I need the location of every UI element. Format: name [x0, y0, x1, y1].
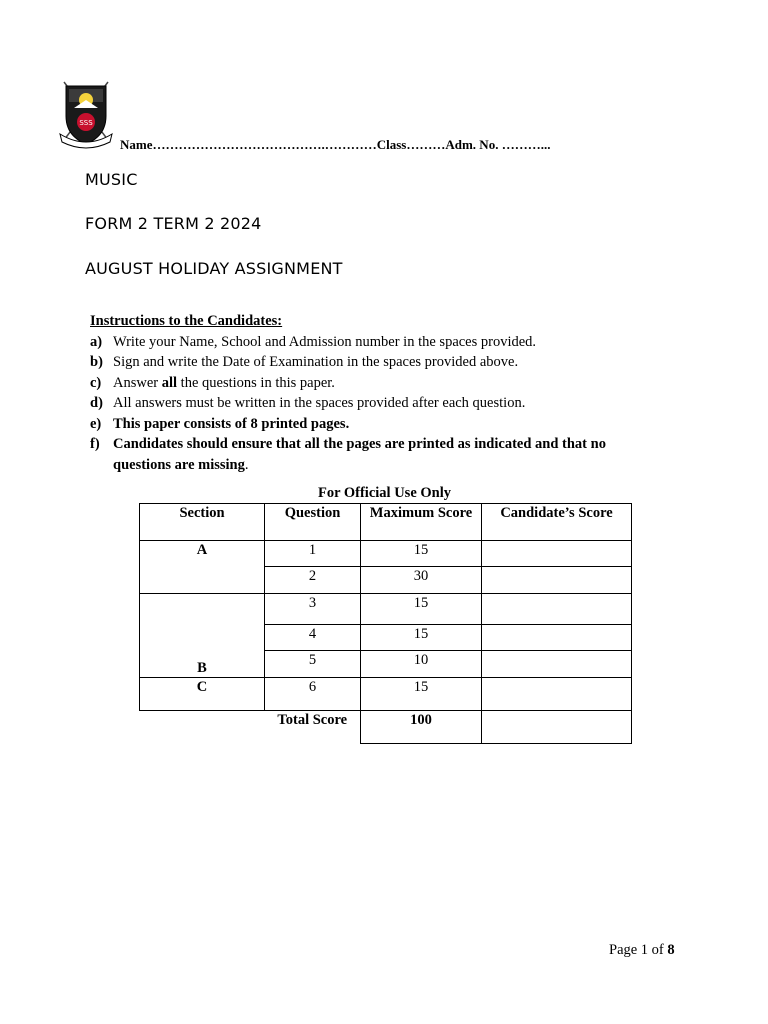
candidate-score-cell[interactable]: [482, 651, 632, 678]
max-score-cell: 15: [361, 678, 482, 711]
logo-text: SSS: [79, 119, 93, 127]
student-details-line: Name………………………………….…………Class………Adm. No. ………...: [120, 137, 551, 152]
instruction-item: [90, 332, 630, 353]
header-section: Section: [140, 504, 265, 541]
instruction-text: This paper consists of 8 printed pages.: [113, 415, 350, 432]
total-row: [140, 711, 632, 744]
instruction-text: Sign and write the Date of Examination in the spaces provided above.: [113, 354, 519, 370]
section-cell: B: [140, 594, 265, 678]
max-score-cell: 10: [361, 651, 482, 678]
instruction-letter: a): [90, 333, 103, 350]
section-cell: C: [140, 678, 265, 711]
instruction-letter: b): [90, 354, 103, 370]
instruction-text-post: .: [244, 456, 249, 473]
instruction-text: [113, 373, 630, 394]
instruction-letter: f): [90, 436, 100, 452]
blank-cell: [140, 711, 265, 744]
max-score-cell: 15: [361, 625, 482, 651]
question-cell: 2: [265, 567, 361, 594]
page-prefix: Page 1 of: [609, 942, 668, 958]
question-cell: 5: [265, 651, 361, 678]
section-cell: A: [140, 541, 265, 594]
instruction-letter: e): [90, 415, 102, 432]
form-term-heading: FORM 2 TERM 2 2024: [85, 214, 262, 233]
instruction-letter: c): [90, 374, 102, 391]
header-question: Question: [265, 504, 361, 541]
table-header-row: [140, 504, 632, 541]
total-label: Total Score: [265, 711, 361, 744]
instruction-text: [113, 434, 630, 475]
instruction-item: [90, 373, 630, 394]
official-use-title: For Official Use Only: [317, 485, 452, 501]
table-row: [140, 594, 632, 625]
instruction-text-post: the questions in this paper.: [177, 374, 335, 391]
question-cell: 1: [265, 541, 361, 567]
header-candidate-score: Candidate’s Score: [482, 504, 632, 541]
header-maximum-score: Maximum Score: [361, 504, 482, 541]
instruction-text-emphasis: all: [161, 374, 178, 391]
instruction-text-emphasis: Candidates should ensure that all the pages are printed as indicated and that no questions are missing: [113, 436, 606, 473]
table-row: [140, 541, 632, 567]
max-score-cell: 30: [361, 567, 482, 594]
table-row: [140, 678, 632, 711]
candidate-score-cell[interactable]: [482, 625, 632, 651]
candidate-total-cell[interactable]: [482, 711, 632, 744]
instruction-text-pre: Answer: [113, 374, 162, 391]
instructions-title: Instructions to the Candidates:: [90, 313, 283, 329]
candidate-score-cell[interactable]: [482, 594, 632, 625]
official-score-table: [139, 503, 632, 744]
instruction-text: All answers must be written in the spaces provided after each question.: [113, 395, 526, 411]
question-cell: 3: [265, 594, 361, 625]
instruction-letter: d): [90, 395, 103, 411]
instruction-item: [90, 434, 630, 475]
instruction-item: [90, 414, 630, 435]
candidate-score-cell[interactable]: [482, 678, 632, 711]
question-cell: 4: [265, 625, 361, 651]
page-number: [609, 942, 675, 959]
max-score-cell: 15: [361, 541, 482, 567]
instructions-block: [90, 311, 630, 475]
instruction-item: [90, 393, 630, 414]
candidate-score-cell[interactable]: [482, 567, 632, 594]
page-total: 8: [667, 942, 675, 958]
max-score-cell: 15: [361, 594, 482, 625]
instruction-item: [90, 352, 630, 373]
instruction-text: Write your Name, School and Admission number in the spaces provided.: [113, 333, 537, 350]
candidate-score-cell[interactable]: [482, 541, 632, 567]
assignment-heading: AUGUST HOLIDAY ASSIGNMENT: [85, 259, 343, 278]
question-cell: 6: [265, 678, 361, 711]
school-crest-logo: [58, 78, 114, 150]
total-value: 100: [361, 711, 482, 744]
subject-heading: MUSIC: [85, 170, 138, 189]
